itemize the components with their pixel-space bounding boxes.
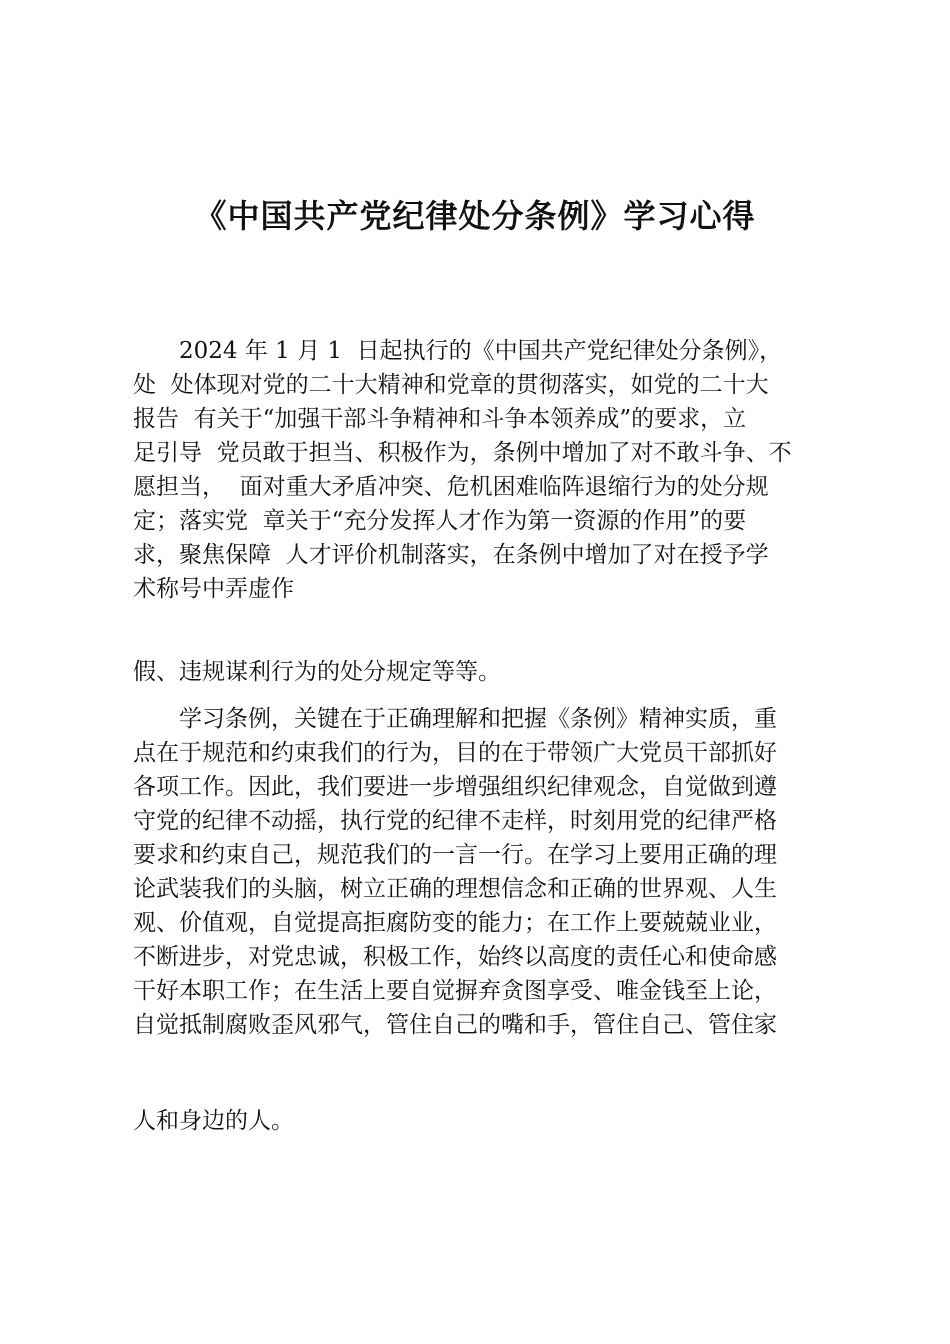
paragraph-line: 假、违规谋利行为的处分规定等等。	[133, 659, 501, 685]
paragraph-line: 人和身边的人。	[133, 1108, 294, 1134]
paragraph-line: 愿担当， 面对重大矛盾冲突、危机困难临阵退缩行为的处分规	[133, 474, 769, 500]
paragraph-line: 术称号中弄虚作	[133, 576, 294, 602]
paragraph-1-continuation	[133, 655, 833, 689]
document-title: 《中国共产党纪律处分条例》学习心得	[194, 197, 756, 235]
paragraph-line: 守党的纪律不动摇，执行党的纪律不走样，时刻用党的纪律严格	[133, 808, 777, 834]
paragraph-line: 2024 年 1 月 1 日起执行的《中国共产党纪律处分条例》，	[179, 338, 783, 364]
paragraph-line: 观、价值观，自觉提高拒腐防变的能力；在工作上要兢兢业业，	[133, 910, 777, 936]
paragraph-line: 不断进步，对党忠诚，积极工作，始终以高度的责任心和使命感	[133, 944, 777, 970]
paragraph-line: 自觉抵制腐败歪风邪气，管住自己的嘴和手，管住自己、管住家	[133, 1012, 777, 1038]
paragraph-line: 干好本职工作；在生活上要自觉摒弃贪图享受、唯金钱至上论，	[133, 978, 777, 1004]
paragraph-line: 要求和约束自己，规范我们的一言一行。在学习上要用正确的理	[133, 842, 777, 868]
paragraph-line: 论武装我们的头脑，树立正确的理想信念和正确的世界观、人生	[133, 876, 777, 902]
paragraph-line: 求，聚焦保障 人才评价机制落实，在条例中增加了对在授予学	[133, 542, 769, 568]
paragraph-2-continuation	[133, 1104, 833, 1138]
paragraph-line: 报告 有关于“加强干部斗争精神和斗争本领养成”的要求，立	[133, 406, 747, 432]
paragraph-1	[133, 334, 833, 606]
paragraph-line: 定；落实党 章关于“充分发挥人才作为第一资源的作用”的要	[133, 508, 747, 534]
paragraph-line: 各项工作。因此，我们要进一步增强组织纪律观念，自觉做到遵	[133, 774, 777, 800]
paragraph-line: 处 处体现对党的二十大精神和党章的贯彻落实，如党的二十大	[133, 372, 769, 398]
paragraph-2	[133, 702, 833, 1042]
paragraph-line: 足引导 党员敢于担当、积极作为，条例中增加了对不敢斗争、不	[133, 440, 792, 466]
paragraph-line: 点在于规范和约束我们的行为，目的在于带领广大党员干部抓好	[133, 740, 777, 766]
paragraph-line: 学习条例，关键在于正确理解和把握《条例》精神实质，重	[179, 706, 777, 732]
